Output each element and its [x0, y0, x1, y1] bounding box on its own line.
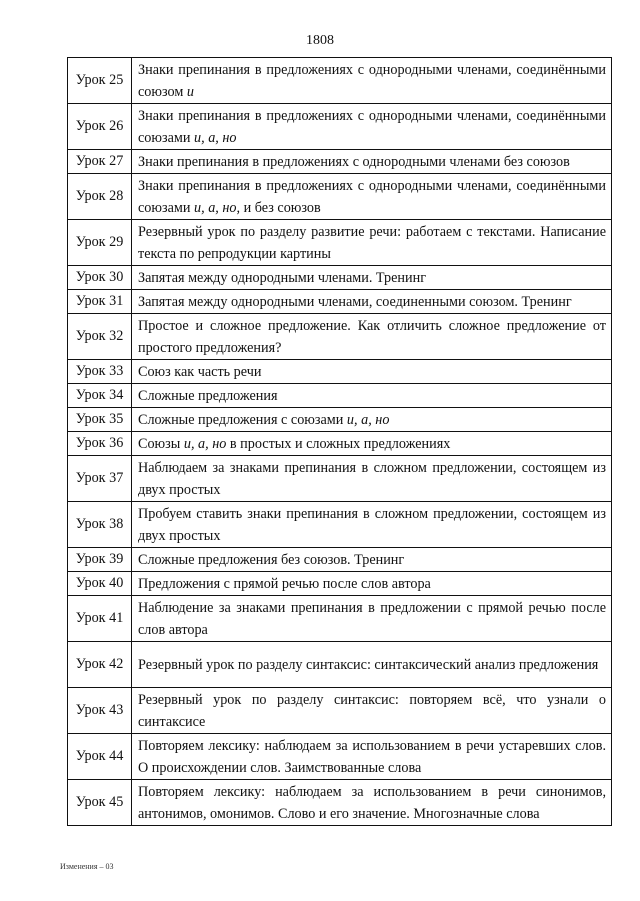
lesson-topic-cell: [132, 408, 612, 432]
lesson-number-cell: Урок 44: [68, 734, 132, 780]
topic-conjunctions: и, а, но: [194, 130, 237, 146]
lesson-topic-cell: [132, 780, 612, 826]
topic-text: Резервный урок по разделу развитие речи: работаем с текстами. Написание текста по репродукции картины: [138, 224, 606, 262]
table-row: [68, 150, 612, 174]
table-row: [68, 456, 612, 502]
table-row: [68, 266, 612, 290]
lesson-topic-cell: [132, 360, 612, 384]
table-row: [68, 290, 612, 314]
page-number: 1808: [306, 33, 334, 48]
lesson-number-cell: Урок 45: [68, 780, 132, 826]
lesson-number-cell: Урок 31: [68, 290, 132, 314]
lesson-topic-cell: [132, 432, 612, 456]
table-row: [68, 548, 612, 572]
lesson-topic-cell: [132, 572, 612, 596]
topic-text: Сложные предложения без союзов. Тренинг: [138, 551, 405, 568]
topic-text: Знаки препинания в предложениях с однородными членами, соединёнными союзами: [138, 178, 606, 216]
table-row: [68, 642, 612, 688]
topic-text: Запятая между однородными членами. Тренинг: [138, 269, 427, 286]
topic-text: Сложные предложения: [138, 387, 278, 404]
lesson-number-cell: Урок 39: [68, 548, 132, 572]
lesson-topic-cell: [132, 58, 612, 104]
lesson-topic-cell: [132, 548, 612, 572]
lesson-topic-cell: [132, 642, 612, 688]
table-row: [68, 314, 612, 360]
topic-text: Сложные предложения с союзами: [138, 411, 347, 428]
table-row: [68, 432, 612, 456]
lesson-number-cell: Урок 38: [68, 502, 132, 548]
table-row: [68, 572, 612, 596]
table-row: [68, 104, 612, 150]
table-row: [68, 734, 612, 780]
table-row: [68, 502, 612, 548]
lesson-number-cell: Урок 28: [68, 174, 132, 220]
lesson-number-cell: Урок 34: [68, 384, 132, 408]
lesson-topic-cell: [132, 266, 612, 290]
topic-conjunctions: и: [186, 84, 194, 100]
lesson-topic-cell: [132, 596, 612, 642]
topic-text: Повторяем лексику: наблюдаем за использованием в речи синонимов, антонимов, омонимов. Слово и его значение. Многозначные слова: [138, 784, 606, 822]
lesson-topic-cell: [132, 314, 612, 360]
table-row: [68, 596, 612, 642]
lesson-topic-cell: [132, 174, 612, 220]
topic-text: Наблюдение за знаками препинания в предложении с прямой речью после слов автора: [138, 600, 606, 638]
lesson-number-cell: Урок 37: [68, 456, 132, 502]
lesson-topic-cell: [132, 220, 612, 266]
table-row: [68, 780, 612, 826]
lesson-plan-table: [67, 57, 612, 826]
topic-text: Резервный урок по разделу синтаксис: синтаксический анализ предложения: [138, 657, 599, 673]
lesson-topic-cell: [132, 104, 612, 150]
lesson-topic-cell: [132, 734, 612, 780]
table-row: [68, 58, 612, 104]
lesson-number-cell: Урок 32: [68, 314, 132, 360]
table-row: [68, 174, 612, 220]
table-row: [68, 360, 612, 384]
topic-text: Пробуем ставить знаки препинания в сложном предложении, состоящем из двух простых: [138, 506, 606, 544]
lesson-topic-cell: [132, 384, 612, 408]
topic-text: Знаки препинания в предложениях с однородными членами, соединёнными союзами: [138, 108, 606, 146]
topic-text: Союзы: [138, 435, 184, 452]
lesson-number-cell: Урок 42: [68, 642, 132, 688]
lesson-number-cell: Урок 36: [68, 432, 132, 456]
lesson-topic-cell: [132, 502, 612, 548]
topic-conjunctions: и, а, но,: [194, 200, 241, 216]
topic-text-tail: и без союзов: [240, 200, 321, 216]
topic-text-tail: в простых и сложных предложениях: [226, 435, 451, 452]
topic-text: Простое и сложное предложение. Как отличить сложное предложение от простого предложения?: [138, 318, 606, 356]
table-row: [68, 384, 612, 408]
topic-conjunctions: и, а, но: [183, 435, 227, 452]
lesson-number-cell: Урок 41: [68, 596, 132, 642]
lesson-number-cell: Урок 33: [68, 360, 132, 384]
lesson-topic-cell: [132, 290, 612, 314]
topic-text: Повторяем лексику: наблюдаем за использованием в речи устаревших слов. О происхождении слов. Заимствованные слова: [138, 738, 606, 776]
topic-text: Резервный урок по разделу синтаксис: повторяем всё, что узнали о синтаксисе: [138, 692, 606, 730]
topic-text: Запятая между однородными членами, соединенными союзом. Тренинг: [138, 293, 572, 310]
lesson-topic-cell: [132, 150, 612, 174]
lesson-number-cell: Урок 43: [68, 688, 132, 734]
lesson-topic-cell: [132, 456, 612, 502]
lesson-number-cell: Урок 26: [68, 104, 132, 150]
topic-text: Знаки препинания в предложениях с однородными членами, соединёнными союзом: [138, 62, 606, 100]
footer-revision: Изменения – 03: [60, 862, 114, 871]
lesson-number-cell: Урок 29: [68, 220, 132, 266]
topic-text: Наблюдаем за знаками препинания в сложном предложении, состоящем из двух простых: [138, 460, 606, 498]
table-row: [68, 688, 612, 734]
table-row: [68, 408, 612, 432]
topic-conjunctions: и, а, но: [346, 411, 390, 428]
lesson-number-cell: Урок 35: [68, 408, 132, 432]
lesson-number-cell: Урок 27: [68, 150, 132, 174]
topic-text: Знаки препинания в предложениях с однородными членами без союзов: [138, 153, 570, 170]
lesson-topic-cell: [132, 688, 612, 734]
lesson-number-cell: Урок 30: [68, 266, 132, 290]
lesson-number-cell: Урок 25: [68, 58, 132, 104]
lesson-number-cell: Урок 40: [68, 572, 132, 596]
table-row: [68, 220, 612, 266]
topic-text: Союз как часть речи: [138, 363, 262, 380]
topic-text: Предложения с прямой речью после слов автора: [138, 575, 431, 592]
